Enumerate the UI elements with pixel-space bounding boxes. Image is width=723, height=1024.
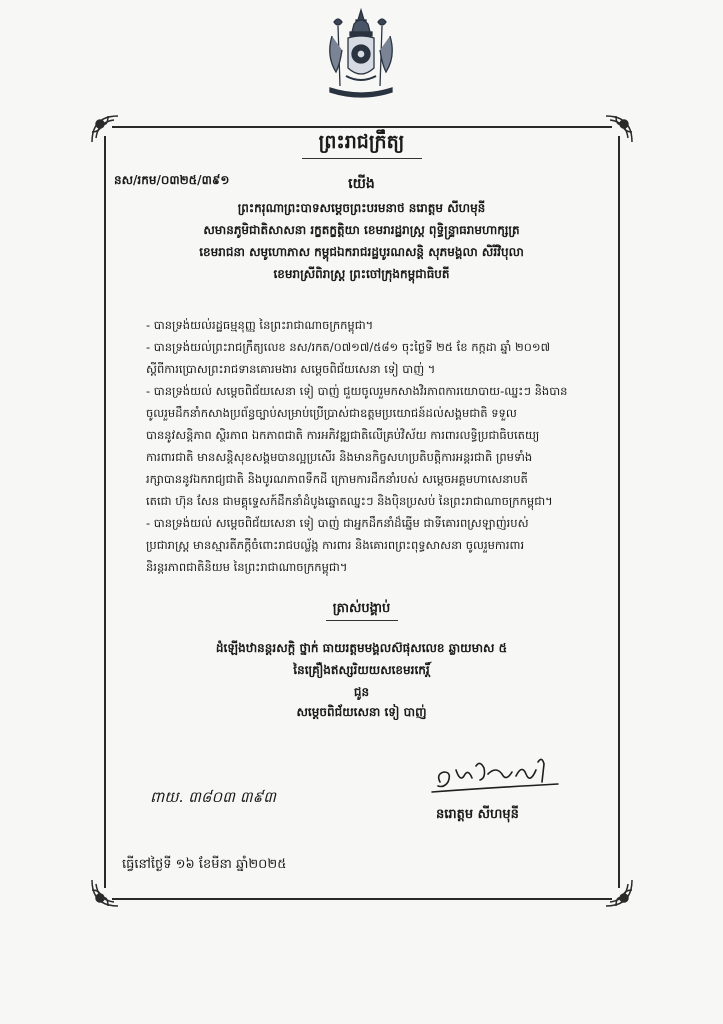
consideration-line: ស្ដីពីការប្រោសព្រះរាជទានគោរមងារ សម្ដេចពិជ័យសេនា ទៀ បាញ់ ។ xyxy=(146,362,436,376)
consideration-line: - បានទ្រង់យល់ សម្ដេចពិជ័យសេនា ទៀ បាញ់ ជាអ្នកដឹកនាំដ៏ឆ្នើម ជាទីគោរពស្រឡាញ់របស់ xyxy=(146,516,529,530)
signatory-name: នរោត្តម សីហមុនី xyxy=(436,807,519,822)
consideration-line: ប្រជារាស្ត្រ មានស្មារតីភក្ដីចំពោះរាជបល្ល័ង្ក ការពារ និងគោរពព្រះពុទ្ធសាសនា ចូលរួមការពារ xyxy=(146,538,525,552)
frame-bottom-border xyxy=(112,898,612,900)
award-line: ជូន xyxy=(353,685,370,699)
reference-number: នស/រកម/០៣២៥/៣៩១ xyxy=(114,173,230,187)
corner-ornament-icon xyxy=(602,876,636,910)
consideration-line: - បានទ្រង់យល់ព្រះរាជក្រឹត្យលេខ នស/រកត/០៧១៧/៥៨១ ចុះថ្ងៃទី ២៥ ខែ កក្កដា ឆ្នាំ ២០១៧ xyxy=(146,340,550,354)
consideration-line: រក្សាបាននូវឯករាជ្យជាតិ និងបូរណភាពទឹកដី ក្រោមការដឹកនាំរបស់ សម្ដេចអគ្គមហាសេនាបតី xyxy=(146,472,528,486)
consideration-line: - បានទ្រង់យល់រដ្ឋធម្មនុញ្ញ នៃព្រះរាជាណាចក្រកម្ពុជា។ xyxy=(146,318,374,332)
issue-date: ធ្វើនៅថ្ងៃទី ១៦ ខែមីនា ឆ្នាំ២០២៥ xyxy=(122,857,287,872)
frame-top-border xyxy=(112,126,612,128)
consideration-line: ចូលរួមដឹកនាំកសាងប្រព័ន្ធច្បាប់សម្រាប់ប្រើប្រាស់ជាឧត្តមប្រយោជន៍ដល់សង្គមជាតិ ទទួល xyxy=(146,406,517,420)
consideration-line: និរន្តរភាពជាតិនិយម នៃព្រះរាជាណាចក្រកម្ពុជា។ xyxy=(146,560,348,574)
decree-heading: ត្រាស់បង្គាប់ xyxy=(332,601,391,616)
consideration-line: បាននូវសន្តិភាព ស្ថិរភាព ឯកភាពជាតិ ការអភិវឌ្ឍជាតិលើគ្រប់វិស័យ ការពារលទ្ធិប្រជាធិបតេយ្យ xyxy=(146,428,540,442)
award-line: នៃគ្រឿងឥស្សរិយយសខេមរកេរ្តិ៍ xyxy=(293,663,430,677)
handwritten-reference: ពាយ. ៣៨០៣ ៣៩៣ xyxy=(150,788,276,806)
we-heading: យើង xyxy=(348,176,375,192)
royal-title-line: ខេមរាជនា សមូហោភាស កម្ពុជឯករាជរដ្ឋបូរណសន្តិ សុភមង្គលា សិរីវិបុលា xyxy=(199,245,524,259)
document-title: ព្រះរាជក្រឹត្យ xyxy=(318,131,405,153)
consideration-line: តេជោ ហ៊ុន សែន ជាមគ្គុទ្ទេសក៍ដឹកនាំដំបូងឆ្នោតឈ្នះៗ និងប៉ិនប្រសប់ នៃព្រះរាជាណាចក្រកម្ពុជា។ xyxy=(146,494,553,508)
royal-emblem-icon xyxy=(318,6,404,102)
award-line: សម្ដេចពិជ័យសេនា ទៀ បាញ់ xyxy=(296,705,427,719)
royal-title-line: សមានភូមិជាតិសាសនា រក្ខតក្ខត្តិយា ខេមរារដ្ឋរាស្ត្រ ពុទ្ធិន្ទ្រាធរាមហាក្សត្រ xyxy=(203,223,520,237)
decree-heading-underline xyxy=(326,620,398,621)
consideration-line: - បានទ្រង់យល់ សម្ដេចពិជ័យសេនា ទៀ បាញ់ ជួយចូលរួមកសាងវិរភាពការយោបាយ-ឈ្នះៗ និងបាន xyxy=(146,384,568,398)
consideration-line: ការពារជាតិ មានសន្តិសុខសង្គមបានល្អប្រសើរ និងមានកិច្ចសហប្រតិបត្តិការអន្តរជាតិ ព្រមទាំង xyxy=(146,450,533,464)
corner-ornament-icon xyxy=(88,876,122,910)
award-line: ដំឡើងឋានន្តរសក្តិ ថ្នាក់ ធាយរត្តមមង្គលស៊ផុសលេខ ឆ្លាយមាស ៥ xyxy=(215,641,508,655)
handwritten-signature xyxy=(426,752,566,796)
royal-title-line: ព្រះករុណាព្រះបាទសម្ដេចព្រះបរមនាថ នរោត្តម សីហមុនី xyxy=(237,201,486,215)
royal-title-line: ខេមរាស្រីពិរាស្ត្រ ព្រះចៅក្រុងកម្ពុជាធិបតី xyxy=(273,267,450,281)
title-underline xyxy=(302,158,422,159)
